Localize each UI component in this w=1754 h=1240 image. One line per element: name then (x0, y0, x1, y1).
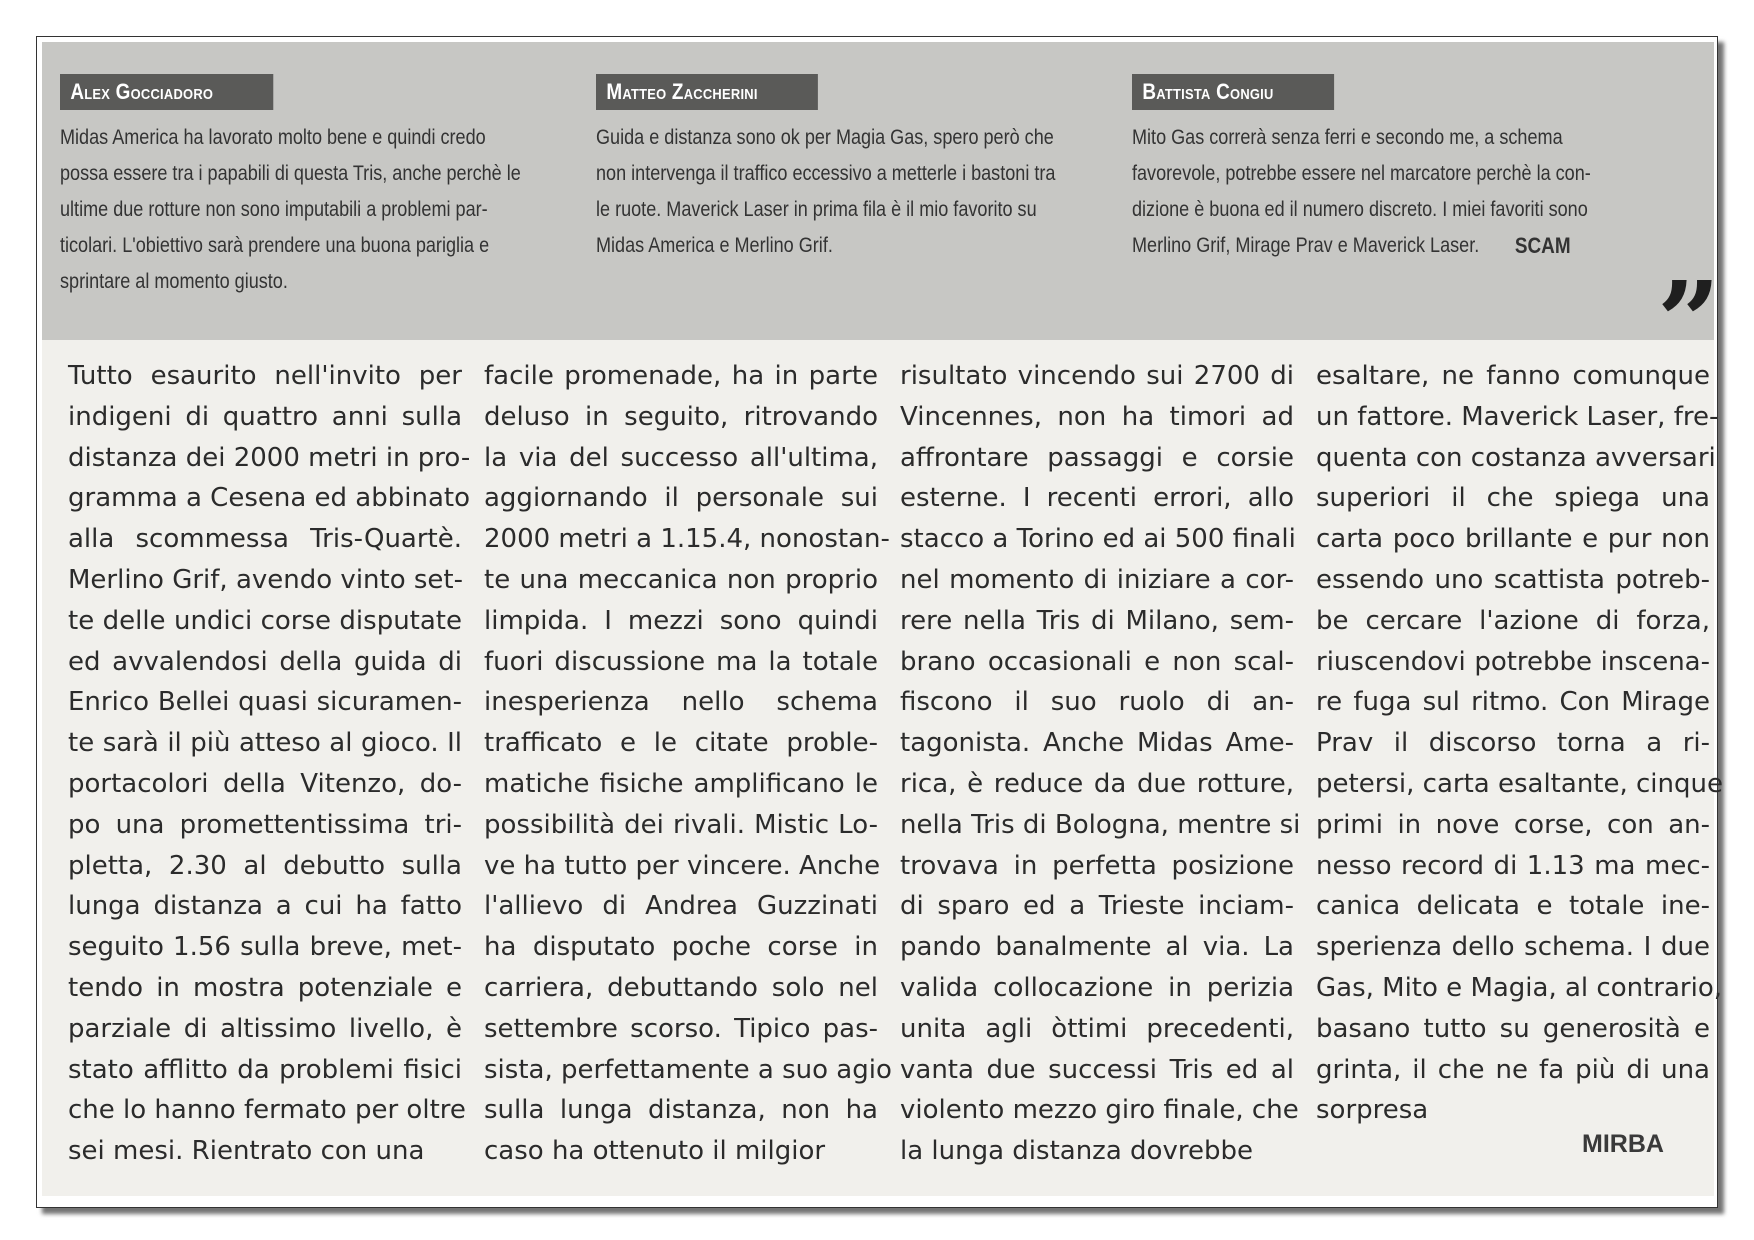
article-line: Vincennes, non ha timori ad (900, 401, 1294, 432)
article-line: riuscendovi potrebbe inscena- (1316, 646, 1710, 677)
article-line: superiori il che spiega una (1316, 483, 1710, 514)
article-line: tendo in mostra potenziale e (68, 972, 462, 1003)
article-column-2 (484, 356, 892, 1172)
article-line: la via del successo all'ultima, (484, 442, 878, 473)
comment-author: Alex Gocciadoro (60, 74, 273, 110)
article-line: te sarà il più atteso al gioco. Il (68, 728, 462, 759)
article-line: ve ha tutto per vincere. Anche (484, 850, 881, 881)
article-line: canica delicata e totale ine- (1316, 891, 1710, 922)
closing-quote-icon: ” (1657, 257, 1721, 386)
article-line: possibilità dei rivali. Mistic Lo- (484, 809, 878, 840)
article-line: ha disputato poche corse in (484, 932, 878, 963)
comment-3 (1132, 74, 1642, 264)
comment-line: Mito Gas correrà senza ferri e secondo me, a schema (1132, 126, 1563, 149)
article-line: seguito 1.56 sulla breve, met- (68, 932, 462, 963)
article-line: essendo uno scattista potreb- (1316, 564, 1710, 595)
article-line: un fattore. Maverick Laser, fre- (1316, 401, 1719, 432)
article-line: esaltare, ne fanno comunque (1316, 361, 1710, 391)
article-line: ed avvalendosi della guida di (68, 646, 462, 677)
article-line: distanza dei 2000 metri in pro- (68, 442, 471, 473)
article-line: po una promettentissima tri- (68, 809, 462, 840)
comment-line: Midas America ha lavorato molto bene e quindi credo (60, 126, 486, 149)
article-line: risultato vincendo sui 2700 di (900, 361, 1294, 391)
article-line: petersi, carta esaltante, cinque (1316, 768, 1723, 799)
comment-line: Guida e distanza sono ok per Magia Gas, spero però che (596, 126, 1054, 149)
comment-line: le ruote. Maverick Laser in prima fila è il mio favorito su (596, 198, 1037, 221)
article-line: lunga distanza a cui ha fatto (68, 891, 462, 922)
comment-author: Matteo Zaccherini (596, 74, 818, 110)
article-line: caso ha ottenuto il milgior (484, 1136, 826, 1167)
article-line: be cercare l'azione di forza, (1316, 605, 1710, 636)
article-line: gramma a Cesena ed abbinato (68, 483, 470, 514)
article-column-4 (1316, 356, 1723, 1131)
article-line: 2000 metri a 1.15.4, nonostan- (484, 524, 890, 555)
article-line: indigeni di quattro anni sulla (68, 401, 462, 432)
article-line: nesso record di 1.13 ma mec- (1316, 850, 1710, 881)
article-line: inesperienza nello schema (484, 687, 878, 718)
article-line: rere nella Tris di Milano, sem- (900, 605, 1294, 636)
article-line: sei mesi. Rientrato con una (68, 1136, 425, 1167)
comment-line-text: Merlino Grif, Mirage Prav e Maverick Laser. (1132, 234, 1480, 257)
article-line: fuori discussione ma la totale (484, 646, 878, 677)
article-line: di sparo ed a Trieste inciam- (900, 891, 1294, 922)
comment-author: Battista Congiu (1132, 74, 1334, 110)
comment-line: Midas America e Merlino Grif. (596, 234, 833, 257)
comment-1 (60, 74, 570, 300)
article-line: matiche fisiche amplificano le (484, 768, 878, 799)
article-line: sulla lunga distanza, non ha (484, 1095, 878, 1126)
comment-line: dizione è buona ed il numero discreto. I miei favoriti sono (1132, 198, 1588, 221)
article-line: re fuga sul ritmo. Con Mirage (1316, 687, 1710, 718)
article-line: affrontare passaggi e corsie (900, 442, 1294, 473)
article-line: facile promenade, ha in parte (484, 361, 878, 391)
article-line: stato afflitto da problemi fisici (68, 1054, 462, 1085)
article-line: Prav il discorso torna a ri- (1316, 728, 1710, 759)
article-line: Tutto esaurito nell'invito per (68, 361, 462, 391)
article-column-3 (900, 356, 1301, 1172)
article-line: primi in nove corse, con an- (1316, 809, 1710, 840)
comment-line: favorevole, potrebbe essere nel marcatore perchè la con- (1132, 162, 1591, 185)
article-line: limpida. I mezzi sono quindi (484, 605, 878, 636)
article-line: vanta due successi Tris ed al (900, 1054, 1294, 1085)
article-line: Gas, Mito e Magia, al contrario, (1316, 972, 1722, 1003)
comment-2 (596, 74, 1106, 264)
article-line: unita agli òttimi precedenti, (900, 1013, 1294, 1044)
article-line: pletta, 2.30 al debutto sulla (68, 850, 462, 881)
article-line: rica, è reduce da due rotture, (900, 768, 1294, 799)
article-line: fiscono il suo ruolo di an- (900, 687, 1294, 718)
newspaper-clipping (42, 42, 1723, 1196)
comment-text (1132, 120, 1648, 264)
article-line: grinta, il che ne fa più di una (1316, 1054, 1710, 1085)
article-line: tagonista. Anche Midas Ame- (900, 728, 1294, 759)
article-line: sorpresa (1316, 1095, 1429, 1126)
article-line: te delle undici corse disputate (68, 605, 462, 636)
article-line: l'allievo di Andrea Guzzinati (484, 891, 878, 922)
comment-line: ultime due rotture non sono imputabili a problemi par- (60, 198, 488, 221)
comment-signature: SCAM (1514, 233, 1571, 258)
article-line: stacco a Torino ed ai 500 finali (900, 524, 1296, 555)
comment-line: ticolari. L'obiettivo sarà prendere una buona pariglia e (60, 234, 490, 257)
article-line: alla scommessa Tris-Quartè. (68, 524, 462, 555)
article-line: trovava in perfetta posizione (900, 850, 1294, 881)
article-line: sperienza dello schema. I due (1316, 932, 1710, 963)
comment-text (60, 120, 576, 300)
article-line: Enrico Bellei quasi sicuramen- (68, 687, 462, 718)
article-line: trafficato e le citate proble- (484, 728, 878, 759)
article-line: che lo hanno fermato per oltre (68, 1095, 466, 1126)
comment-line (1132, 228, 1571, 264)
comment-line: non intervenga il traffico eccessivo a metterle i bastoni tra (596, 162, 1056, 185)
article-line: valida collocazione in perizia (900, 972, 1294, 1003)
comment-text (596, 120, 1112, 264)
article-line: portacolori della Vitenzo, do- (68, 768, 462, 799)
article-line: quenta con costanza avversari (1316, 442, 1716, 473)
article-line: nella Tris di Bologna, mentre si (900, 809, 1301, 840)
article-line: carta poco brillante e pur non (1316, 524, 1710, 555)
article-column-1 (68, 356, 471, 1172)
article-line: parziale di altissimo livello, è (68, 1013, 462, 1044)
article-line: la lunga distanza dovrebbe (900, 1136, 1253, 1167)
article-line: aggiornando il personale sui (484, 483, 878, 514)
article-line: violento mezzo giro finale, che (900, 1095, 1299, 1126)
comment-line: sprintare al momento giusto. (60, 270, 288, 293)
article-line: esterne. I recenti errori, allo (900, 483, 1294, 514)
article-line: brano occasionali e non scal- (900, 646, 1294, 677)
article-line: sista, perfettamente a suo agio (484, 1054, 892, 1085)
article-line: pando banalmente al via. La (900, 932, 1294, 963)
article-signature: MIRBA (1582, 1130, 1664, 1158)
article-line: basano tutto su generosità e (1316, 1013, 1710, 1044)
comment-line: possa essere tra i papabili di questa Tris, anche perchè le (60, 162, 521, 185)
article-line: Merlino Grif, avendo vinto set- (68, 564, 464, 595)
article-line: settembre scorso. Tipico pas- (484, 1013, 878, 1044)
article-line: deluso in seguito, ritrovando (484, 401, 878, 432)
article-line: nel momento di iniziare a cor- (900, 564, 1294, 595)
article-line: carriera, debuttando solo nel (484, 972, 878, 1003)
article-line: te una meccanica non proprio (484, 564, 878, 595)
